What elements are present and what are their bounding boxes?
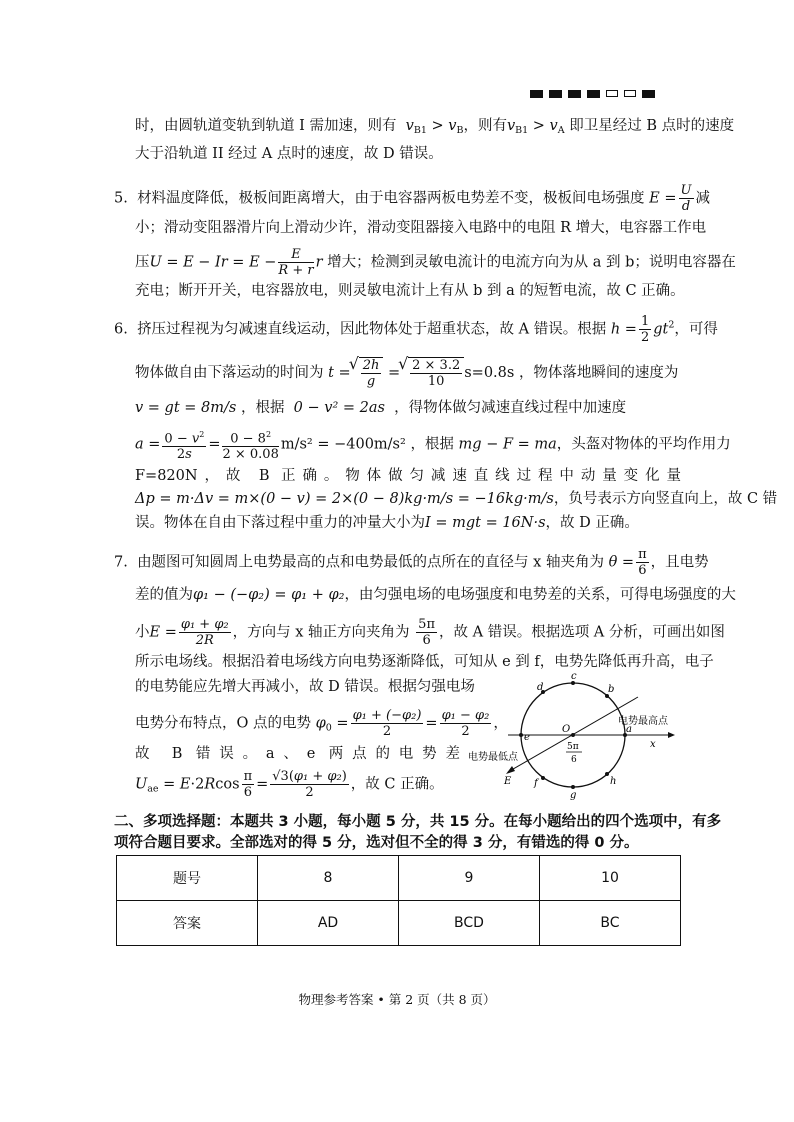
top-line-2: 大于沿轨道 II 经过 A 点时的速度，故 D 错误。 — [135, 146, 443, 162]
label-angle-den: 6 — [571, 755, 577, 765]
section2-line-2: 项符合题目要求。全部选对的得 5 分，选对但不全的得 3 分，有错选的得 0 分。 — [114, 835, 639, 851]
top-line-1: 时，由圆轨道变轨到轨道 I 需加速，则有 $v_{B1} > v_B$，则有$v_{B1} > v_A$ 即卫星经过 B 点时的速度 — [135, 118, 735, 136]
header-cell: 10 — [540, 856, 681, 901]
answer-cell: BC — [540, 901, 681, 946]
label-b: b — [608, 684, 615, 695]
label-o: O — [562, 724, 571, 735]
q7-line-7: 故 B 错误。a、e 两点的电势差 — [135, 746, 460, 762]
q7-line-1: 7. 由题图可知圆周上电势最高的点和电势最低的点所在的直径与 x 轴夹角为 θ = $\frac{\pi}{6}$ ，且电势 — [114, 547, 709, 578]
label-e-field: E — [504, 776, 512, 787]
label-highest-potential: 电势最高点 — [618, 716, 668, 727]
point-h — [605, 772, 609, 776]
q6-line-2: 物体做自由下落运动的时间为 t = √ $\frac{2h}{g}$ = √ $\frac{2 \times 3.2}{10}$ s=0.8s ，物体落地瞬间的速度为 — [135, 357, 678, 389]
point-f — [541, 776, 545, 780]
point-e — [519, 733, 523, 737]
q7-line-8: $U_{ae} = E\cdot 2Rcos$ $\frac{\pi}{6}$ = $\frac{\text{√3(φ₁ + φ₂)}}{2}$ ，故 C 正确。 — [135, 769, 444, 800]
q5-line-3: 压U = E − Ir = E − $\frac{E}{R + r}$ r 增大；检测到灵敏电流计的电流方向为从 a 到 b；说明电容器在 — [135, 247, 736, 278]
q6-line-6: Δp = m·Δv = m×(0 − v) = 2×(0 − 8)kg·m/s = −16kg·m/s，负号表示方向竖直向上，故 C 错 — [135, 491, 778, 507]
mark-open-icon — [606, 90, 618, 97]
mark-filled-icon — [587, 90, 600, 98]
header-cell: 8 — [258, 856, 399, 901]
table-row — [117, 856, 681, 901]
label-a: a — [626, 724, 632, 735]
answer-cell: 答案 — [117, 901, 258, 946]
q5-line-4: 充电；断开开关，电容器放电，则灵敏电流计上有从 b 到 a 的短暂电流，故 C 正确。 — [135, 283, 685, 299]
table-row — [117, 901, 681, 946]
q6-line-5: F=820N，故 B 正确。物体做匀减速直线过程中动量变化量 — [135, 468, 681, 484]
q6-line-4: a = $\frac{0 - v^2}{2s}$ = $\frac{0 - 8^2}{2 \times 0.08}$ m/s² = −400m/s² ，根据 mg − F = ma，头盔对物体的平均作用力 — [135, 427, 731, 462]
label-c: c — [571, 671, 577, 682]
origin-dot — [571, 733, 575, 737]
q7-line-3: 小E = $\frac{\text{φ₁ + φ₂}}{2R}$ ，方向与 x 轴正方向夹角为 $\frac{5\pi}{6}$ ，故 A 错误。根据选项 A 分析，可画出如图 — [135, 617, 725, 648]
header-cell: 题号 — [117, 856, 258, 901]
q7-line-2: 差的值为φ₁ − (−φ₂) = φ₁ + φ₂，由匀强电场的电场强度和电势差的关系，可得电场强度的大 — [135, 587, 736, 603]
answer-cell: BCD — [399, 901, 540, 946]
q6-line-7: 误。物体在自由下落过程中重力的冲量大小为I = mgt = 16N·s，故 D 正确。 — [135, 515, 639, 531]
q6-line-1: 6. 挤压过程视为匀减速直线运动，因此物体处于超重状态，故 A 错误。根据 h = $\frac{1}{2}$ $gt^2$，可得 — [114, 314, 718, 345]
x-axis-arrow-icon — [668, 732, 675, 738]
label-lowest-potential: 电势最低点 — [468, 752, 518, 763]
q5-line-2: 小；滑动变阻器滑片向上滑动少许，滑动变阻器接入电路中的电阻 R 增大，电容器工作电 — [135, 220, 707, 236]
q5-line-1: 5. 材料温度降低，极板间距离增大，由于电容器两板电势差不变，极板间电场强度 E = $\frac{U}{d}$ 减 — [114, 183, 710, 214]
q7-line-4: 所示电场线。根据沿着电场线方向电势逐渐降低，可知从 e 到 f，电势先降低再升高，电子 — [135, 654, 714, 670]
page-footer: 物理参考答案 • 第 2 页（共 8 页） — [298, 992, 496, 1007]
label-x: x — [650, 739, 656, 750]
label-f: f — [534, 778, 538, 789]
q7-line-6: 电势分布特点，O 点的电势 $\varphi_0$ = $\frac{\text{φ₁ + (−φ₂)}}{2}$ = $\frac{\text{φ₁ − φ₂}}{2}$ ， — [135, 708, 508, 739]
answer-table — [116, 855, 681, 946]
section2-line-1: 二、多项选择题：本题共 3 小题，每小题 5 分，共 15 分。在每小题给出的四个选项中，有多 — [114, 814, 722, 830]
header-cell: 9 — [399, 856, 540, 901]
label-d: d — [537, 682, 544, 693]
header-marks — [530, 90, 655, 98]
mark-open-icon — [624, 90, 636, 97]
mark-filled-icon — [549, 90, 562, 98]
q7-line-5: 的电势能应先增大再减小，故 D 错误。根据匀强电场 — [135, 679, 475, 695]
label-angle-num: 5π — [567, 742, 579, 752]
mark-filled-icon — [642, 90, 655, 98]
label-g: g — [570, 790, 577, 801]
answer-cell: AD — [258, 901, 399, 946]
mark-filled-icon — [568, 90, 581, 98]
point-g — [571, 785, 575, 789]
q6-line-3: v = gt = 8m/s ，根据 0 − v² = 2as ，得物体做匀减速直线过程中加速度 — [135, 400, 627, 416]
label-e: e — [524, 732, 530, 743]
mark-filled-icon — [530, 90, 543, 98]
field-arrow-icon — [506, 766, 515, 774]
electric-field-diagram — [468, 671, 688, 801]
label-h: h — [610, 776, 617, 787]
